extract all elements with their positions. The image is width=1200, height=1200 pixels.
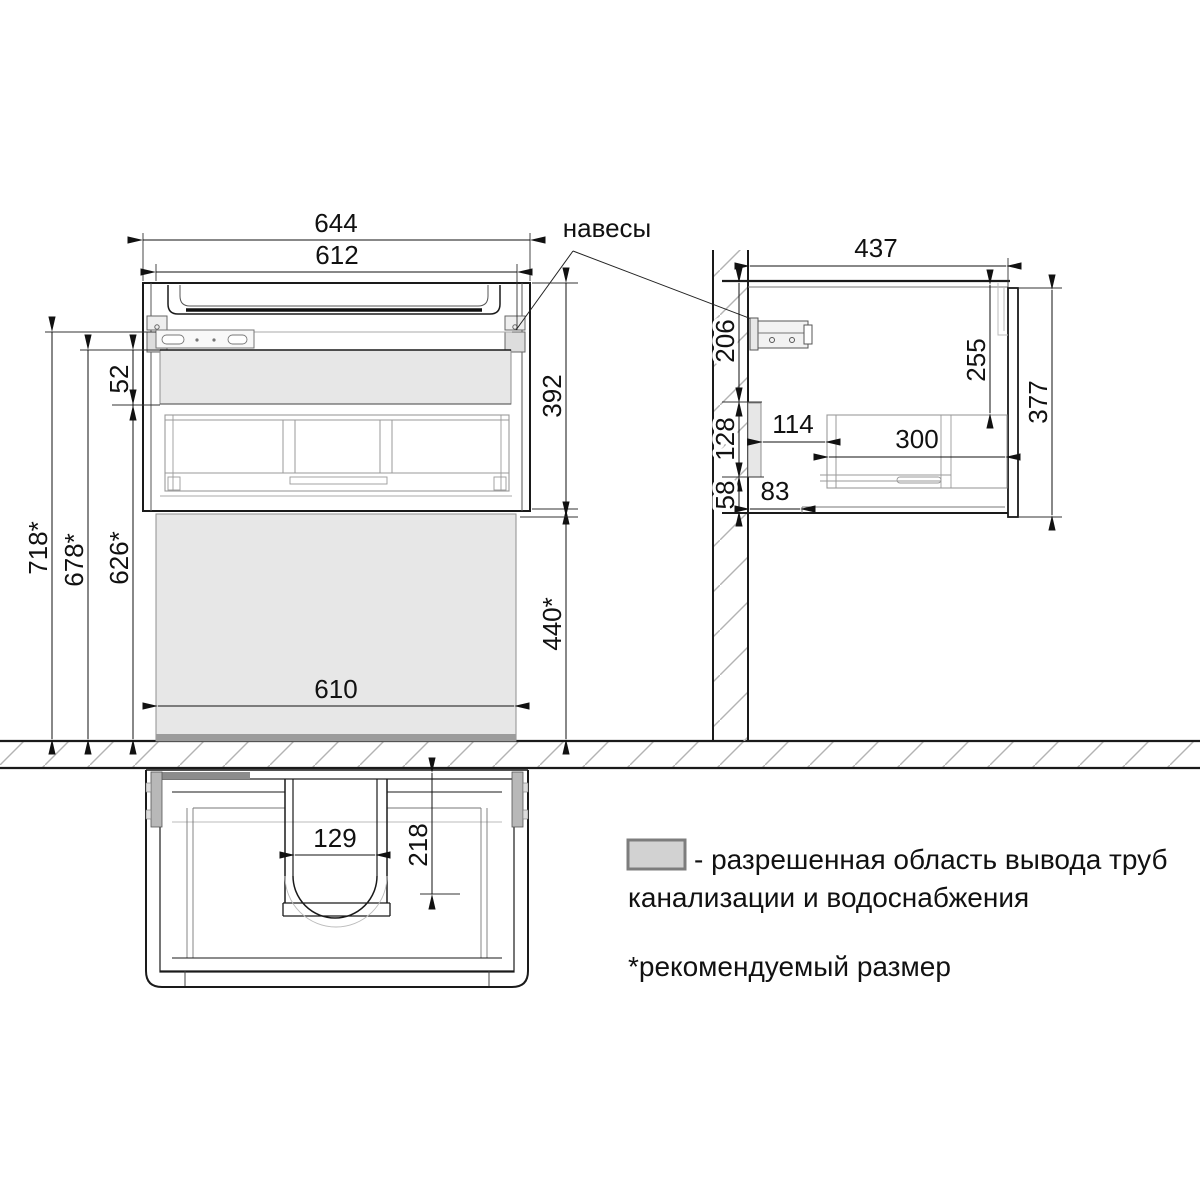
floor-section [0,741,1200,768]
handle-recess-inner [180,285,488,306]
dim-pipe-area-width: 610 [314,674,358,704]
legend-line1: - разрешенная область вывода труб [694,844,1168,875]
hanger-hardware-left [146,772,162,827]
front-view [23,208,783,741]
pipe-area-bottom-edge [156,734,516,741]
dim-437-group [750,233,1008,288]
dim-300-group [829,424,1005,457]
bottom-view-outline [146,770,528,987]
dim-58-group [710,478,740,511]
hanger-hardware-right [512,772,528,827]
pipe-strip-side [748,403,761,477]
dim-front-panel-height: 377 [1023,380,1053,424]
dim-top-to-drawer: 255 [961,338,991,382]
door-mount-bracket [998,283,1008,335]
hangers-leader-left [516,251,573,330]
dim-392-group [532,283,578,509]
drawer-slide-rail [156,330,254,348]
dim-front-overall-width: 644 [314,208,358,238]
side-view [710,233,1062,517]
dim-114-group [763,409,825,442]
dim-band-height: 52 [104,364,134,394]
drawer-internals-front [160,415,512,496]
dim-band-top-height: 678* [59,533,89,587]
dim-626-group [104,405,160,739]
dim-218-group [403,773,460,894]
dim-377-group [1018,288,1062,517]
dim-wall-top-offset: 206 [710,319,740,363]
floor-hatch [0,741,1200,768]
dim-front-drawer-width: 612 [315,240,359,270]
dim-440-group [520,517,578,739]
dim-wall-bottom-offset: 58 [710,480,740,510]
bottom-view [146,770,528,987]
dim-612-group [156,240,517,330]
pipe-area-under-cabinet [156,514,516,741]
pipe-band-front [160,350,511,404]
door-panel-side [1008,288,1018,517]
hanger-bracket-side [750,318,812,350]
dim-band-to-drawer: 114 [772,409,814,439]
dim-wall-band-height: 128 [710,417,740,461]
mount-rail-bar [158,772,250,779]
dim-mount-height: 718* [23,521,53,575]
legend [628,840,1167,982]
dim-side-depth: 437 [854,233,898,263]
legend-line2: канализации и водоснабжения [628,882,1030,913]
dim-718-group [23,332,156,739]
dim-cutout-width: 129 [313,823,357,853]
dim-bottom-recess: 83 [760,476,790,506]
hangers-callout-label: навесы [562,213,652,243]
dim-band-bottom-height: 626* [104,531,134,585]
dim-52-group [104,350,134,405]
legend-swatch [628,840,685,869]
dim-cutout-depth: 218 [403,823,433,867]
legend-footnote: *рекомендуемый размер [628,951,951,982]
dim-drawer-depth: 300 [895,424,939,454]
dim-255-group [961,285,991,413]
pipe-cutout-u [283,779,390,927]
dim-83-group [750,476,800,509]
dim-129-group [295,823,375,855]
dim-front-cabinet-height: 392 [537,374,567,418]
dim-under-cabinet-height: 440* [537,597,567,651]
